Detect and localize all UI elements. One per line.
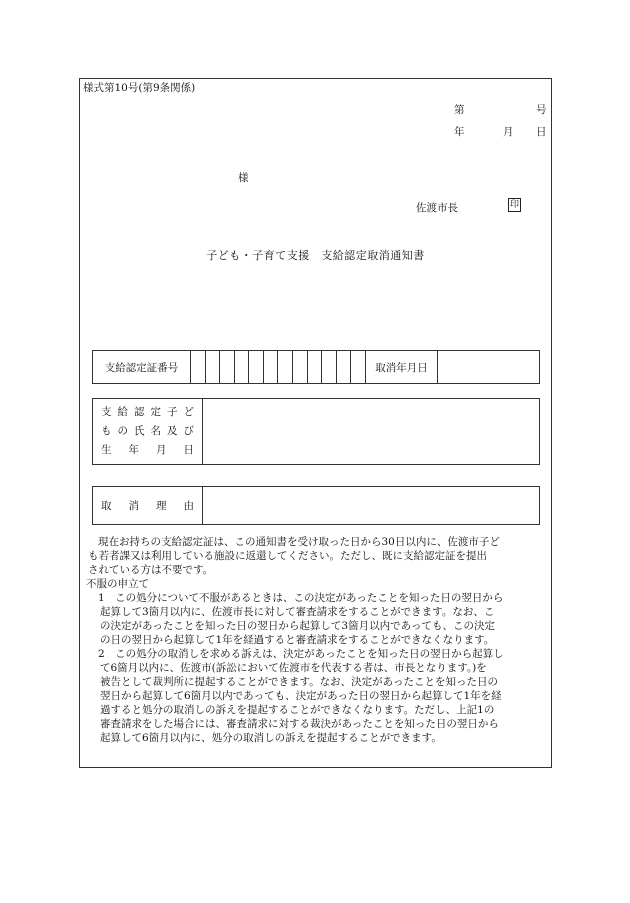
- label-char: 生: [101, 444, 112, 456]
- text-line: も若者課又は利用している施設に返還してください。ただし、既に支給認定証を提出: [88, 550, 487, 562]
- doc-number-go: 号: [536, 104, 547, 116]
- text-line: されている方は不要です。: [88, 564, 214, 576]
- digit-box[interactable]: [351, 351, 366, 383]
- label-char: 月: [156, 444, 167, 456]
- appeal-item-1: [86, 591, 548, 647]
- digit-box[interactable]: [293, 351, 308, 383]
- child-name-birthdate-label: [93, 399, 203, 464]
- digit-box[interactable]: [206, 351, 221, 383]
- label-char: 支: [101, 406, 112, 418]
- label-char: 認: [134, 406, 145, 418]
- child-label-line: [101, 403, 194, 422]
- form-frame: [79, 78, 552, 768]
- label-char: ど: [183, 406, 194, 418]
- label-char: 給: [117, 406, 128, 418]
- digit-box[interactable]: [191, 351, 206, 383]
- label-char: 及: [167, 425, 178, 437]
- appeal-item-2: [86, 647, 548, 745]
- text-line: 被告として裁判所に提起することができます。なお、決定があったことを知った日の: [100, 676, 499, 688]
- issuer-name: 佐渡市長: [416, 202, 458, 214]
- date-year: 年: [454, 126, 465, 138]
- digit-box[interactable]: [337, 351, 352, 383]
- addressee-suffix: 様: [238, 172, 249, 184]
- date-day: 日: [536, 126, 547, 138]
- digit-box[interactable]: [278, 351, 293, 383]
- form-number: 様式第10号(第9条関係): [83, 82, 196, 94]
- label-char: 名: [150, 425, 161, 437]
- label-char: 取: [101, 500, 112, 512]
- text-line: の決定があったことを知った日の翌日から起算して3箇月以内であっても、この決定: [100, 620, 495, 632]
- doc-number-dai: 第: [454, 104, 465, 116]
- cert-number-label: 支給認定証番号: [93, 351, 191, 383]
- text-line: 審査請求をした場合には、審査請求に対する裁決があったことを知った日の翌日から: [100, 718, 499, 730]
- label-char: 理: [156, 500, 167, 512]
- label-char: の: [117, 425, 128, 437]
- label-char: も: [101, 425, 112, 437]
- digit-box[interactable]: [322, 351, 337, 383]
- reason-row: [92, 486, 540, 525]
- reason-label: [93, 487, 203, 524]
- seal-stamp: 印: [509, 200, 519, 210]
- return-instructions: [86, 535, 548, 577]
- text-line: 起算して3箇月以内に、佐渡市長に対して審査請求をすることができます。なお、こ: [100, 606, 495, 618]
- label-char: 消: [128, 500, 139, 512]
- document-title: 子ども・子育て支援 支給認定取消通知書: [206, 249, 425, 262]
- child-info-row: [92, 398, 540, 465]
- digit-box[interactable]: [308, 351, 323, 383]
- text-line: 翌日から起算して6箇月以内であっても、決定があった日の翌日から起算して1年を経: [100, 690, 502, 702]
- label-char: 子: [167, 406, 178, 418]
- cert-number-row: [92, 350, 540, 384]
- label-char: 由: [183, 500, 194, 512]
- cert-number-digit-boxes[interactable]: [191, 351, 366, 383]
- child-label-line: [101, 422, 194, 441]
- text-line: 起算して6箇月以内に、処分の取消しの訴えを提起することができます。: [100, 732, 442, 744]
- text-line: て6箇月以内に、佐渡市(訴訟において佐渡市を代表する者は、市長となります。)を: [100, 662, 487, 674]
- text-line: 現在お持ちの支給認定証は、この通知書を受け取った日から30日以内に、佐渡市子ど: [98, 536, 500, 548]
- label-char: 氏: [134, 425, 145, 437]
- notice-text: [86, 535, 548, 745]
- label-char: び: [183, 425, 194, 437]
- cancel-date-label: 取消年月日: [366, 351, 438, 383]
- digit-box[interactable]: [264, 351, 279, 383]
- digit-box[interactable]: [235, 351, 250, 383]
- text-line: 1 この処分について不服があるときは、この決定があったことを知った日の翌日から: [98, 592, 504, 604]
- text-line: 2 この処分の取消しを求める訴えは、決定があったことを知った日の翌日から起算し: [98, 648, 504, 660]
- label-char: 定: [150, 406, 161, 418]
- text-line: の日の翌日から起算して1年を経過すると審査請求をすることができなくなります。: [100, 634, 495, 646]
- text-line: 過すると処分の取消しの訴えを提起することができなくなります。ただし、上記1の: [100, 704, 495, 716]
- appeal-heading: 不服の申立て: [86, 578, 149, 590]
- digit-box[interactable]: [249, 351, 264, 383]
- date-month: 月: [503, 126, 514, 138]
- label-char: 年: [128, 444, 139, 456]
- digit-box[interactable]: [220, 351, 235, 383]
- child-label-line: [101, 441, 194, 460]
- label-char: 日: [183, 444, 194, 456]
